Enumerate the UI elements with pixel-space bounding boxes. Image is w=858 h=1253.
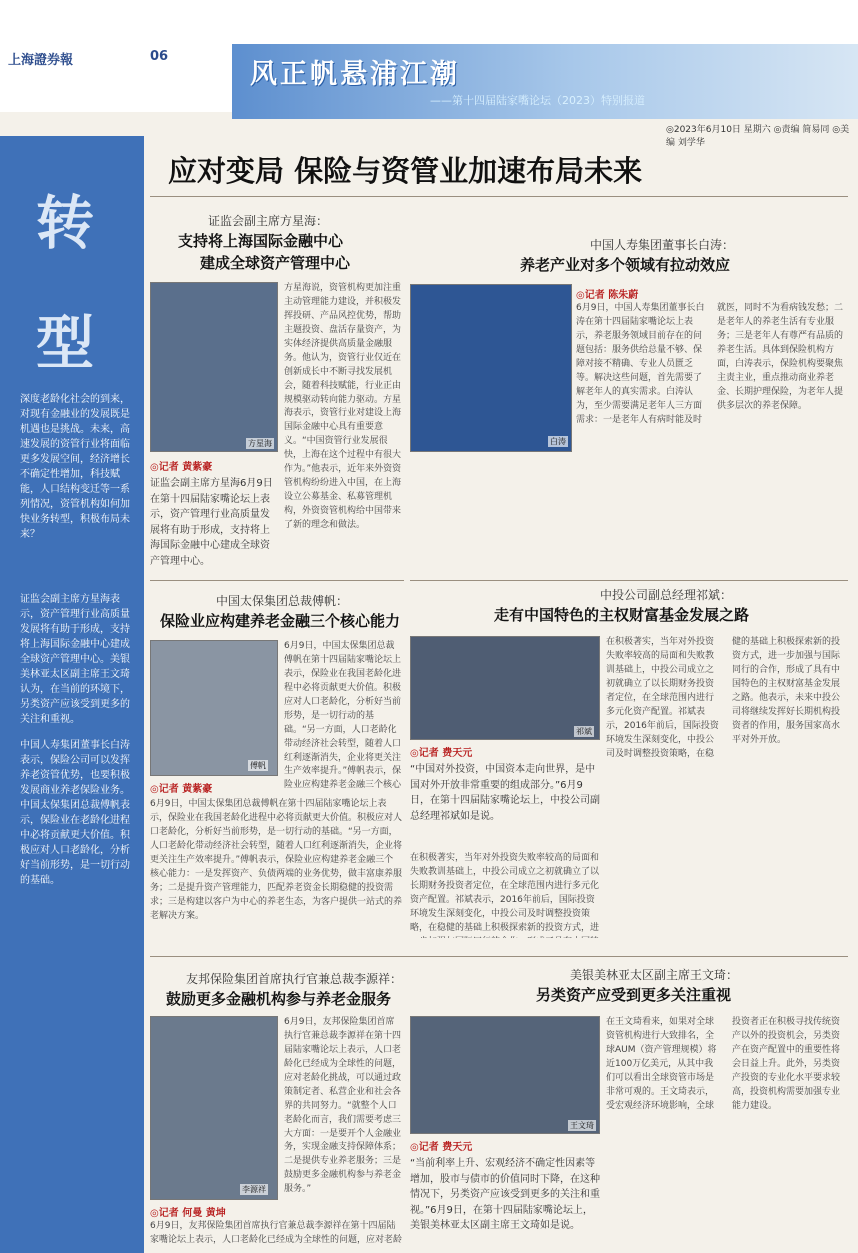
article-body: 在积极著实，当年对外投资失败率较高的局面和失败教训基础上，中投公司成立之初就确立了以长期财务投资者定位，在全球范围内进行多元化资产配置。祁斌表示，2016年前后，国际投资环境发生深刻变化，中投公司及时调整投资策略，在稳健的基础上积极探索新的投资方式，进 [410, 853, 600, 933]
byline: ◎记者 黄紫豪 [150, 462, 213, 473]
date-line: ◎2023年6月10日 星期六 ◎责编 简易同 ◎美编 刘学华 [666, 125, 850, 148]
article-title: 走有中国特色的主权财富基金发展之路 [494, 606, 750, 624]
portrait-photo [150, 282, 278, 452]
sidebar-paragraph: 证监会副主席方星海表示，资产管理行业高质量发展将有助于形成，支持将上海国际金融中心建成全球资产管理中心。美银美林亚太区副主席王文琦认为，在当前的环境下，另类资产应该受到更多的关注和重视。 [20, 594, 130, 725]
article-body: 6月9日，中国太保集团总裁傅帆在第十四届陆家嘴论坛上表示，保险业在我国老龄化进程中必将贡献更大价值。积极应对人口老龄化，分析好当前形势，是一切行动的基础。“另一方面，人口老龄化带动经济社会转型，随着人口红利逐渐消失，企业将更关注生产效率提升。”傅帆表示，保险业应构建养老金融三个核心能力：一是发挥资产、负债两端的业务优势，做丰富康养服务；二是提升资产管理能力，匹配养老资金长期稳健的投资需求；三是构建以客户为中心的养老生态，为客户提供一站式的养老解决方案。 [150, 799, 402, 921]
portrait-photo [410, 1016, 600, 1134]
article-title: 支持将上海国际金融中心 [178, 232, 344, 250]
article-subtitle: 友邦保险集团首席执行官兼总裁李源祥： [186, 972, 403, 986]
article-body: 6月9日，友邦保险集团首席执行官兼总裁李源祥在第十四届陆家嘴论坛上表示，人口老龄化已经成为全球性的问题，应对老龄 [150, 1221, 402, 1245]
sidebar-paragraph: 深度老龄化社会的到来，对现有金融业的发展既是机遇也是挑战。未来，高速发展的资管行业将面临更多发展空间，经济增长不确定性增加，科技赋能，人口结构变迁等一系列情况，资管机构如何加快业务转型，积极布局未来？ [20, 394, 130, 540]
photo-caption: 方星海 [248, 439, 272, 448]
article-subtitle: 中投公司副总经理祁斌： [600, 588, 733, 602]
banner-title: 风正帆悬浦江潮 [250, 59, 460, 90]
photo-caption: 傅帆 [250, 761, 266, 770]
byline: ◎记者 何曼 黄坤 [150, 1208, 226, 1219]
article-body-continued: 6月9日，中国太保集团总裁傅帆在第十四届陆家嘴论坛上表示，保险业在我国老龄化进程中必将贡献更大价值。积极应对人口老龄化，分析好当前形势，是一切行动的基础。“另一方面，人口老龄化带动经济社会转型，随着人口红利逐渐消失，企业将更关注生产效率提升。”傅帆表示，保险业应构建养老金融三个核心 [284, 641, 402, 790]
article-quote: “中国对外投资，中国资本走向世界，是中国对外开放非常重要的组成部分。”6月9日，在第十四届陆家嘴论坛上，中投公司副总经理祁斌如是说。 [410, 764, 600, 822]
byline: ◎记者 陈朱蔚 [576, 290, 639, 301]
divider [410, 580, 848, 581]
divider [150, 956, 848, 957]
article-title: 养老产业对多个领域有拉动效应 [520, 256, 731, 274]
article-subtitle: 美银美林亚太区副主席王文琦： [570, 968, 739, 982]
article-body: 在王文琦看来，如果对全球资管机构进行大致排名，全球AUM（资产管理规模）将近100万亿美元，从其中我们可以看出全球资管市场是非常可观的。王文琦表示，受宏观经济环境影响，全球投资者正在积极寻找传统资产以外的投资机会，另类资产在资产配置中的重要性将会日益上升。此外，另类资产投资的专业化水平要求较高，投资机构需要加强专业能力建设。 [606, 1017, 841, 1111]
sidebar-big-char: 转 [36, 189, 95, 257]
byline: ◎记者 费天元 [410, 1142, 473, 1153]
byline: ◎记者 黄紫豪 [150, 784, 213, 795]
page-headline: 应对变局 保险与资管业加速布局未来 [168, 154, 643, 188]
article-body: 6月9日，中国人寿集团董事长白涛在第十四届陆家嘴论坛上表示，养老服务领域目前存在的问题包括：服务供给总量不够、保障对接不精确、专业人员匮乏等。解决这些问题，首先需要了解老年人的真实需求。白涛认为，至少需要满足老年人三方面需求：一是老年人有病时能及时就医，同时不为看病钱发愁；二是老年人的养老生活有专业服务；三是老年人有尊严有品质的养老生活。具体到保险机构方面，白涛表示，保险机构要聚焦主责主业，重点推动商业养老金、长期护理保险，为老年人提供多层次的养老保障。 [576, 303, 844, 425]
sidebar-big-char: 型 [36, 309, 95, 377]
article-body-continued: 6月9日，友邦保险集团首席执行官兼总裁李源祥在第十四届陆家嘴论坛上表示，人口老龄化已经成为全球性的问题，应对老龄化挑战，可以通过政策制定者、私营企业和社会各界的共同努力。“就整个人口老龄化而言，我们需要考虑三大方面：一是要开个人金融业务，实现金融支持保障体系；二是提供专业养老服务；三是鼓励更多金融机构参与养老金服务。” [284, 1017, 402, 1195]
article-title: 建成全球资产管理中心 [200, 254, 351, 272]
photo-caption: 王文琦 [570, 1121, 594, 1130]
portrait-photo [150, 640, 278, 776]
article-subtitle: 证监会副主席方星海： [208, 214, 329, 228]
portrait-photo [410, 636, 600, 740]
portrait-photo [410, 284, 572, 452]
paper-logo: 上海證券報 [8, 53, 74, 68]
sidebar-paragraph: 中国人寿集团董事长白涛表示，保险公司可以发挥养老资管优势，也要积极发展商业养老保险业务。中国太保集团总裁傅帆表示，保险业在老龄化进程中必将贡献更大价值。积极应对人口老龄化，分析好当前形势，是一切行动的基础。 [20, 740, 130, 886]
article-quote: “当前利率上升、宏观经济不确定性因素等增加，股市与债市的价值同时下降，在这种情况下，另类资产应该受到更多的关注和重视。”6月9日，在第十四届陆家嘴论坛上，美银美林亚太区副主席王文琦如是说。 [410, 1158, 600, 1231]
article-body: 方星海说，资管机构更加注重主动管理能力建设，并积极发挥投研、产品风控优势，帮助主题投资、盘活存量资产，为实体经济提供高质量金融服务。他认为，资管行业仅近在创新成长中不断寻找发展机会，随着科技赋能，行业正由规模驱动转向能力驱动。方星海表示，资管行业对建设上海国际金融中心具有重要意义。“中国资管行业发展很快，上海在这个过程中有很大作为。”他表示，近年来外资资管机构纷纷进入中国，在上海设立公募基金、私募管理机构，外资资管机构给中国带来了新的理念和做法。 [284, 283, 402, 530]
byline: ◎记者 费天元 [410, 748, 473, 759]
article-title: 另类资产应受到更多关注重视 [536, 986, 732, 1004]
page-number: 06 [150, 49, 169, 64]
banner-subtitle: ——第十四届陆家嘴论坛（2023）特别报道 [430, 94, 645, 107]
article-title: 鼓励更多金融机构参与养老金服务 [166, 990, 392, 1008]
article-subtitle: 中国太保集团总裁傅帆： [216, 594, 349, 608]
photo-caption: 祁斌 [576, 727, 592, 736]
portrait-photo [150, 1016, 278, 1200]
divider [150, 580, 404, 581]
divider [150, 196, 848, 197]
article-title: 保险业应构建养老金融三个核心能力 [160, 612, 401, 630]
article-body-continued: 在积极著实，当年对外投资失败率较高的局面和失败教训基础上，中投公司成立之初就确立了以长期财务投资者定位，在全球范围内进行多元化资产配置。祁斌表示，2016年前后，国际投资环境发生深刻变化，中投公司及时调整投资策略，在稳健的基础上积极探索新的投资方式，进一步加强与国际同行的合作，形成了具有中国特色的主权财富基金发展之路。他表示，未来中投公司将继续发挥好长期机构投资者的作用，服务国家高水平对外开放。 [606, 637, 841, 759]
article-subtitle: 中国人寿集团董事长白涛： [590, 238, 735, 252]
article-lead: 证监会副主席方星海6月9日在第十四届陆家嘴论坛上表示，资产管理行业高质量发展将有助于形成，支持将上海国际金融中心建成全球资产管理中心。 [150, 478, 273, 567]
photo-caption: 白涛 [550, 437, 566, 446]
photo-caption: 李源祥 [242, 1185, 266, 1194]
